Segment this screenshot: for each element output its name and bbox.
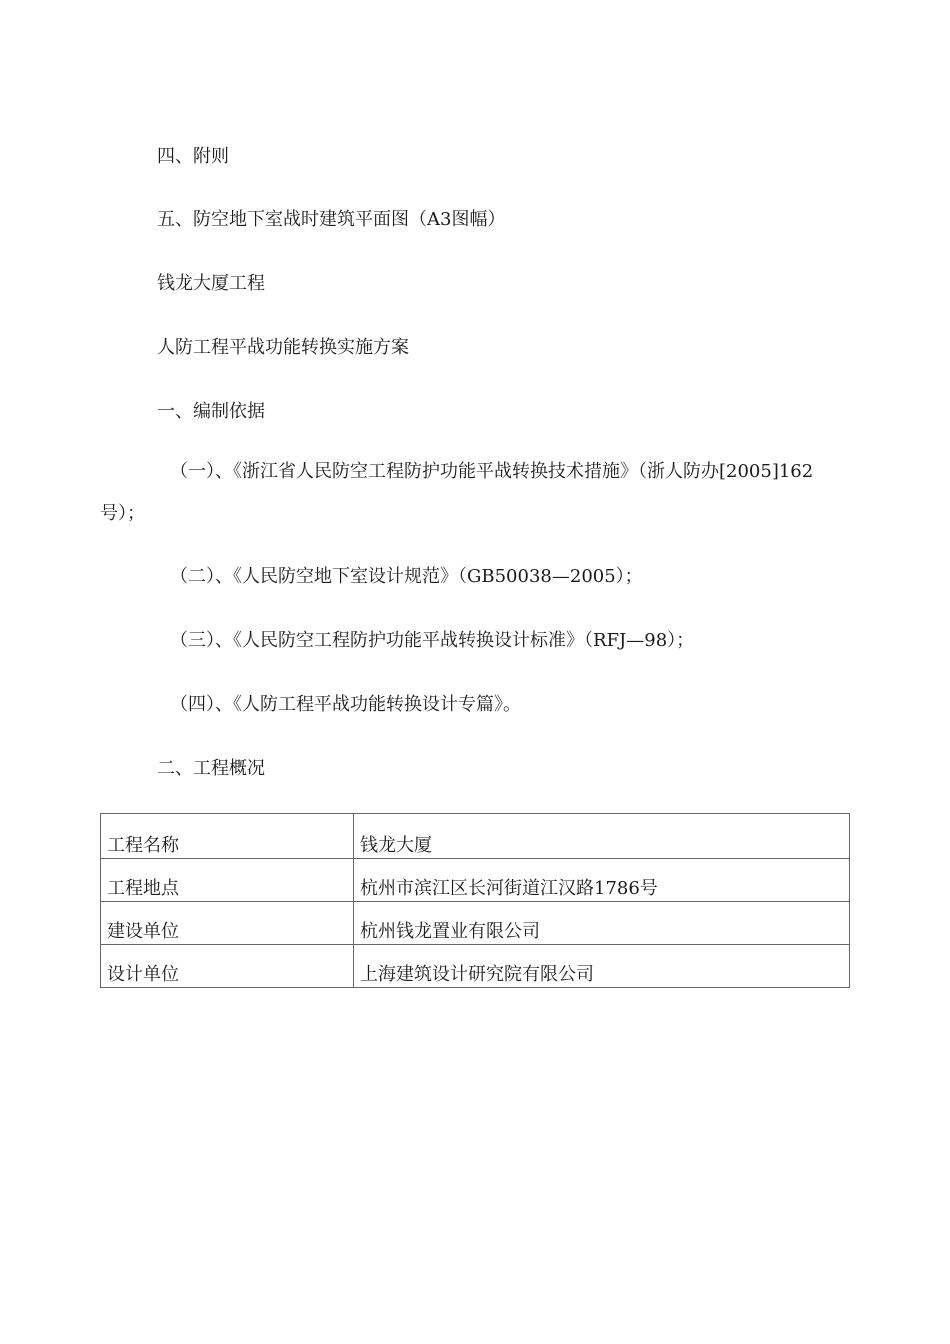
table-cell-label: 工程名称 <box>101 814 354 859</box>
table-cell-value: 杭州钱龙置业有限公司 <box>354 902 850 945</box>
floor-plan-heading: 五、防空地下室战时建筑平面图（A3图幅） <box>157 209 506 230</box>
basis-item-3: （三）、《人民防空工程防护功能平战转换设计标准》（RFJ—98）； <box>170 630 695 651</box>
basis-item-4: （四）、《人防工程平战功能转换设计专篇》。 <box>170 694 521 715</box>
table-cell-label: 工程地点 <box>101 859 354 902</box>
table-row <box>101 814 850 859</box>
table-cell-label: 建设单位 <box>101 902 354 945</box>
project-overview-table <box>100 813 850 988</box>
table-row <box>101 859 850 902</box>
basis-item-2: （二）、《人民防空地下室设计规范》（GB50038—2005）； <box>170 566 643 587</box>
section1-heading: 一、编制依据 <box>157 401 265 422</box>
project-name: 钱龙大厦工程 <box>157 273 265 294</box>
table-cell-label: 设计单位 <box>101 945 354 988</box>
appendix-heading: 四、附则 <box>157 146 229 167</box>
table-cell-value: 上海建筑设计研究院有限公司 <box>354 945 850 988</box>
plan-title: 人防工程平战功能转换实施方案 <box>157 337 409 358</box>
basis-item-1: （一）、《浙江省人民防空工程防护功能平战转换技术措施》（浙人防办[2005]162号）； <box>100 461 814 524</box>
table-row <box>101 902 850 945</box>
table-row <box>101 945 850 988</box>
table-cell-value: 杭州市滨江区长河街道江汉路1786号 <box>354 859 850 902</box>
table-cell-value: 钱龙大厦 <box>354 814 850 859</box>
section2-heading: 二、工程概况 <box>157 758 265 779</box>
